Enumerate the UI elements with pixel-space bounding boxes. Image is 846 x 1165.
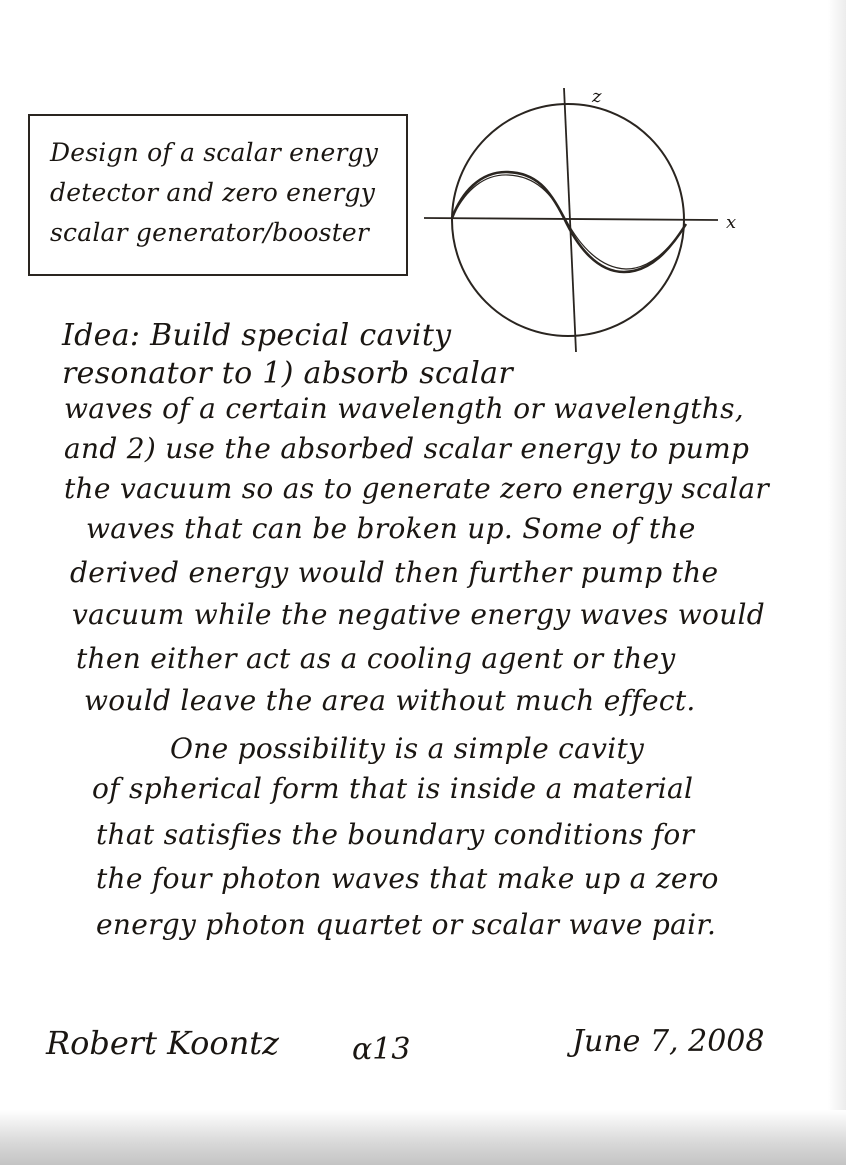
x-axis-line: [424, 218, 718, 220]
scan-bottom-shadow: [0, 1110, 846, 1165]
body-line-12: of spherical form that is inside a material: [92, 772, 694, 805]
title-line-1: Design of a scalar energy: [50, 138, 379, 167]
title-box: [28, 114, 408, 276]
body-line-14: the four photon waves that make up a zero: [96, 862, 719, 895]
body-line-3: waves of a certain wavelength or wavelengths,: [64, 392, 744, 425]
wave-diagram: [418, 80, 758, 360]
body-line-9: then either act as a cooling agent or they: [76, 642, 676, 675]
body-line-1: Idea: Build special cavity: [62, 318, 452, 353]
body-line-15: energy photon quartet or scalar wave pair.: [96, 908, 717, 941]
body-line-4: and 2) use the absorbed scalar energy to pump: [64, 432, 750, 465]
body-line-8: vacuum while the negative energy waves would: [72, 598, 766, 631]
z-axis-label: z: [592, 86, 602, 107]
body-line-11: One possibility is a simple cavity: [170, 732, 645, 765]
date: June 7, 2008: [572, 1024, 765, 1059]
body-line-6: waves that can be broken up. Some of the: [86, 512, 696, 545]
body-line-2: resonator to 1) absorb scalar: [62, 356, 513, 391]
signature: Robert Koontz: [46, 1024, 280, 1062]
body-line-7: derived energy would then further pump the: [70, 556, 719, 589]
body-line-13: that satisfies the boundary conditions for: [96, 818, 695, 851]
title-line-3: scalar generator/booster: [50, 218, 370, 247]
x-axis-label: x: [726, 212, 737, 233]
body-line-5: the vacuum so as to generate zero energy scalar: [64, 472, 770, 505]
scan-edge-shadow: [828, 0, 846, 1165]
page-number: α13: [352, 1032, 411, 1067]
body-line-10: would leave the area without much effect.: [84, 684, 696, 717]
title-line-2: detector and zero energy: [50, 178, 376, 207]
